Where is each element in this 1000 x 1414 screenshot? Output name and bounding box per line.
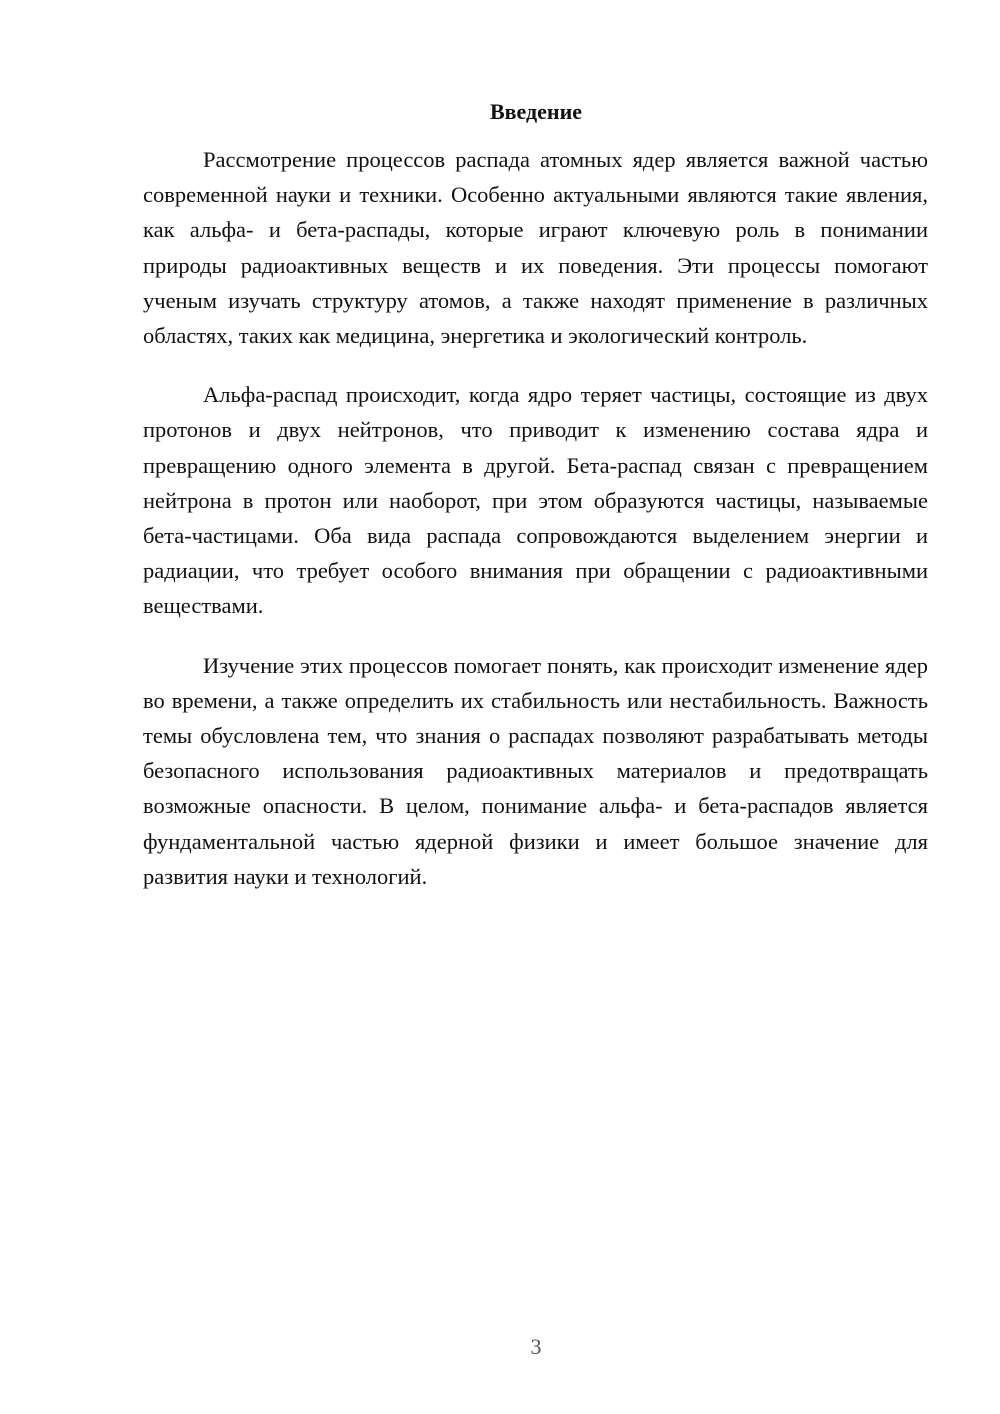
page-number: 3 <box>530 1334 542 1359</box>
body-text <box>143 142 928 918</box>
paragraph-3: Изучение этих процессов помогает понять, как происходит изменение ядер во времени, а также определить их стабильность или нестабильность. Важность темы обусловлена тем, что знания о распадах позволяют разрабатывать методы безопасного использования радиоактивных материалов и предотвращать возможные опасности. В целом, понимание альфа- и бета-распадов является фундаментальной частью ядерной физики и имеет большое значение для развития науки и технологий. <box>143 652 928 889</box>
paragraph-2: Альфа-распад происходит, когда ядро теряет частицы, состоящие из двух протонов и двух нейтронов, что приводит к изменению состава ядра и превращению одного элемента в другой. Бета-распад связан с превращением нейтрона в протон или наоборот, при этом образуются частицы, называемые бета-частицами. Оба вида распада сопровождаются выделением энергии и радиации, что требует особого внимания при обращении с радиоактивными веществами. <box>143 382 928 619</box>
section-heading: Введение <box>489 99 583 124</box>
paragraph-1: Рассмотрение процессов распада атомных ядер является важной частью современной науки и техники. Особенно актуальными являются такие явления, как альфа- и бета-распады, которые играют ключевую роль в понимании природы радиоактивных веществ и их поведения. Эти процессы помогают ученым изучать структуру атомов, а также находят применение в различных областях, таких как медицина, энергетика и экологический контроль. <box>143 147 928 349</box>
